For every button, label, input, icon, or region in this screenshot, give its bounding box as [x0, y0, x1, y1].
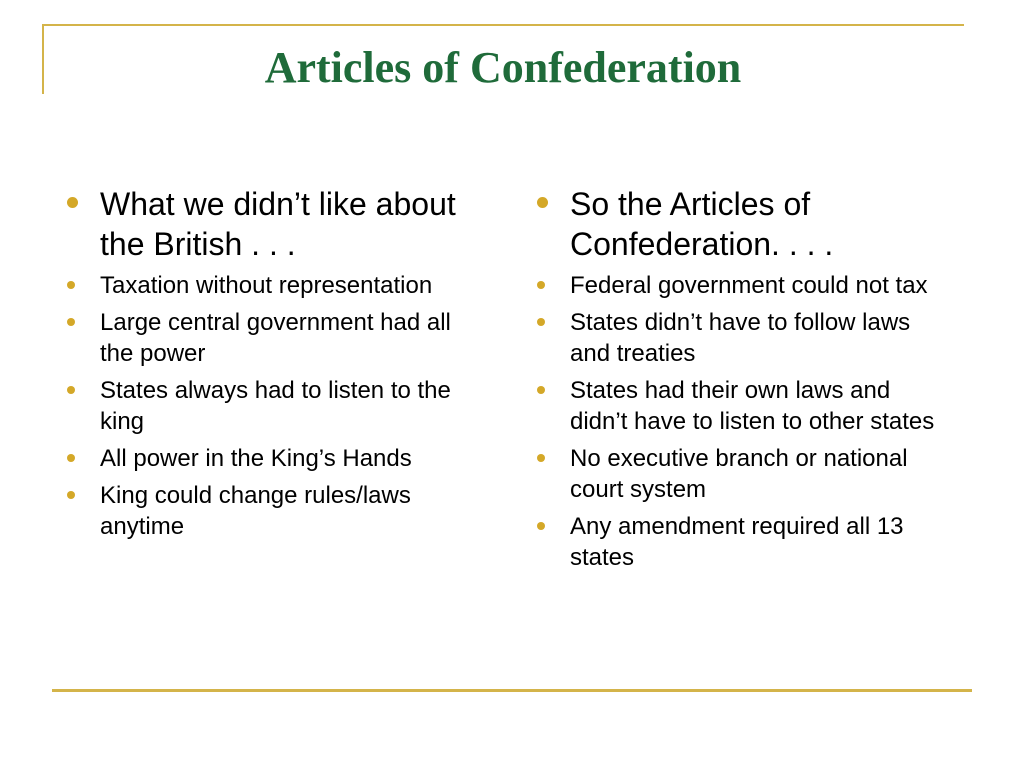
bullet-icon: [537, 197, 548, 208]
left-heading: What we didn’t like about the British . . .: [100, 186, 456, 262]
left-heading-item: [62, 184, 472, 264]
bullet-icon: [537, 454, 545, 462]
list-item: [62, 270, 472, 301]
bullet-icon: [537, 522, 545, 530]
bullet-icon: [537, 386, 545, 394]
right-column: [532, 184, 942, 579]
bullet-icon: [67, 386, 75, 394]
list-item-text: States always had to listen to the king: [100, 377, 451, 435]
list-item-text: Any amendment required all 13 states: [570, 513, 904, 571]
list-item-text: No executive branch or national court system: [570, 445, 908, 503]
right-bullet-list: [532, 184, 942, 573]
list-item: [62, 375, 472, 437]
list-item: [532, 443, 942, 505]
right-heading: So the Articles of Confederation. . . .: [570, 186, 834, 262]
bullet-icon: [67, 491, 75, 499]
list-item-text: Taxation without representation: [100, 272, 433, 299]
list-item: [532, 270, 942, 301]
top-divider: [42, 24, 964, 26]
list-item: [532, 375, 942, 437]
bullet-icon: [537, 281, 545, 289]
right-heading-item: [532, 184, 942, 264]
bullet-icon: [67, 197, 78, 208]
list-item-text: King could change rules/laws anytime: [100, 482, 411, 540]
left-bullet-list: [62, 184, 472, 542]
bottom-divider: [52, 689, 972, 692]
list-item-text: States didn’t have to follow laws and treaties: [570, 309, 911, 367]
list-item: [532, 511, 942, 573]
list-item: [62, 307, 472, 369]
list-item-text: Federal government could not tax: [570, 272, 928, 299]
list-item-text: Large central government had all the power: [100, 309, 451, 367]
list-item-text: All power in the King’s Hands: [100, 445, 412, 472]
left-column: [62, 184, 472, 548]
list-item: [62, 480, 472, 542]
list-item-text: States had their own laws and didn’t have to listen to other states: [570, 377, 935, 435]
list-item: [62, 443, 472, 474]
bullet-icon: [67, 318, 75, 326]
bullet-icon: [537, 318, 545, 326]
list-item: [532, 307, 942, 369]
slide-title: Articles of Confederation: [264, 43, 742, 92]
bullet-icon: [67, 454, 75, 462]
bullet-icon: [67, 281, 75, 289]
